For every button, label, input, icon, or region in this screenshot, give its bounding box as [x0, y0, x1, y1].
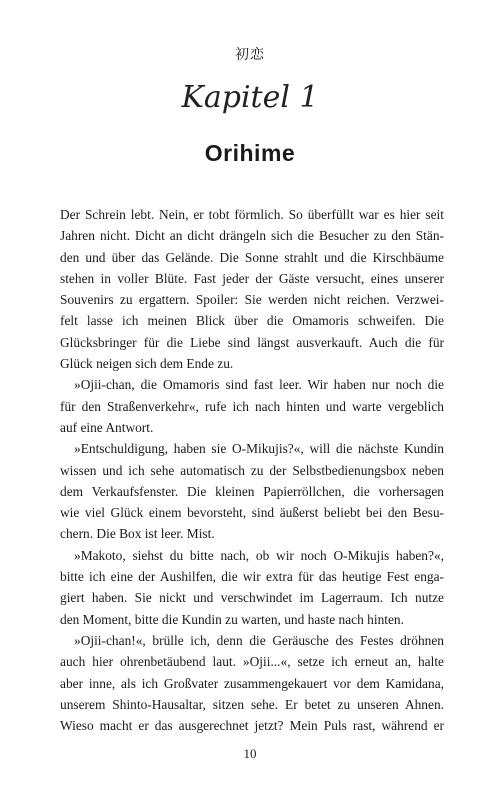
text-line: bitte ich eine der Aushilfen, die wir extra für das heutige Fest enga- [60, 569, 444, 585]
text-line: chern. Die Box ist leer. Mist. [60, 526, 215, 542]
text-line: »Ojii-chan, die Omamoris sind fast leer. Wir haben nur noch die [74, 377, 444, 393]
text-line: giert haben. Sie nickt und verschwindet im Lagerraum. Ich nutze [60, 590, 444, 606]
text-line: den Moment, bitte die Kundin zu warten, und haste nach hinten. [60, 611, 404, 627]
body-text [60, 204, 444, 736]
text-line: Jahren nicht. Dicht an dicht drängeln sich die Besucher zu den Stän- [60, 228, 444, 244]
text-line: auf eine Antwort. [60, 419, 154, 435]
text-line: Wieso macht er das ausgerechnet jetzt? Mein Puls rast, während er [60, 718, 444, 734]
running-header: 初恋 [235, 47, 265, 63]
text-line: wie viel Glück einem bevorsteht, sind äußerst beliebt bei den Besu- [60, 505, 444, 521]
text-line: stehen in voller Blüte. Fast jeder der Gäste versucht, eines unserer [60, 270, 444, 286]
text-line: auch hier ohrenbetäubend laut. »Ojii...«, setze ich erneut an, halte [60, 654, 444, 670]
text-line: dem Verkaufsfenster. Die kleinen Papierröllchen, die vorhersagen [60, 483, 444, 499]
text-line: Glücksbringer für die Liebe sind längst ausverkauft. Auch die für [60, 334, 444, 350]
text-line: den und über das Gelände. Die Sonne strahlt und die Kirschbäume [60, 249, 444, 265]
page-number: 10 [243, 746, 257, 761]
text-line: »Ojii-chan!«, brülle ich, denn die Geräusche des Festes dröhnen [74, 632, 444, 648]
text-line: unserem Shinto-Hausaltar, sitzen sehe. Er betet zu unseren Ahnen. [60, 696, 444, 712]
text-line: aber inne, als ich Großvater zusammengekauert vor dem Kamidana, [60, 675, 444, 691]
text-line: wissen und ich sehe automatisch zu der Selbstbedienungsbox neben [60, 462, 444, 478]
text-line: felt lasse ich meinen Blick über die Omamoris schweifen. Die [60, 313, 444, 329]
text-line: Souvenirs zu ergattern. Spoiler: Sie werden nicht reichen. Verzwei- [60, 292, 444, 308]
text-line: »Entschuldigung, haben sie O-Mikujis?«, will die nächste Kundin [74, 441, 444, 457]
chapter-title: Orihime [204, 140, 296, 166]
text-line: Der Schrein lebt. Nein, er tobt förmlich. So überfüllt war es hier seit [60, 207, 444, 222]
text-line: für den Straßenverkehr«, rufe ich nach hinten und warte vergeblich [60, 398, 444, 414]
chapter-label: Kapitel 1 [181, 80, 319, 115]
text-line: »Makoto, siehst du bitte nach, ob wir noch O-Mikujis haben?«, [74, 547, 444, 563]
text-line: Glück neigen sich dem Ende zu. [60, 356, 234, 372]
